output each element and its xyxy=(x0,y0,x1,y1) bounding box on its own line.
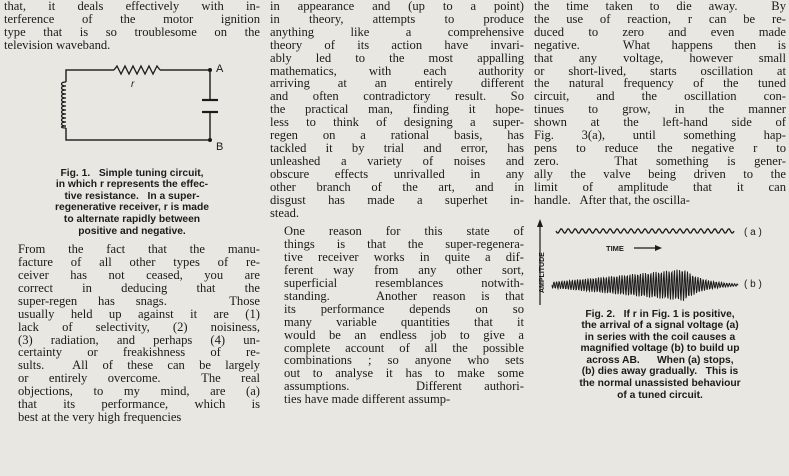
text-line: pens to reduce the negative r to xyxy=(534,140,786,155)
text-line: tackled it by trial and error, has xyxy=(270,140,524,155)
text-line: limit of amplitude that it can xyxy=(534,179,786,194)
text-line: ally the valve being driven to the xyxy=(534,166,786,181)
text-line: negative. What happens then is xyxy=(534,37,786,52)
text-line: in appearance and (up to a point) xyxy=(270,0,524,13)
label-b: B xyxy=(216,140,224,153)
text-line: (3) radiation, and perhaps (4) un- xyxy=(18,332,260,347)
text-line: magnified voltage (b) to build up xyxy=(580,343,740,355)
terminal-b xyxy=(208,138,212,142)
body-paragraph xyxy=(270,225,524,406)
text-line: that its performance, which is xyxy=(18,397,260,412)
column-left xyxy=(4,0,260,424)
text-line: positive and negative. xyxy=(78,225,186,237)
time-label: TIME xyxy=(606,243,624,253)
text-line: to alternate rapidly between xyxy=(63,214,201,225)
tuning-circuit-diagram xyxy=(4,58,260,162)
text-line: television waveband. xyxy=(4,37,111,52)
wave-b-label: ( b ) xyxy=(744,278,762,290)
text-line: regenerative receiver, r is made xyxy=(55,202,209,214)
text-line: stead. xyxy=(270,205,300,220)
text-line: assumptions. Different authori- xyxy=(284,379,524,394)
body-paragraph xyxy=(534,0,786,207)
text-line: certainty or freakishness of re- xyxy=(18,345,260,360)
text-line: anything like a comprehensive xyxy=(270,24,524,39)
text-line: unleashed a variety of noises and xyxy=(270,153,524,168)
figure-1-caption xyxy=(4,168,260,238)
text-line: sults. All of these can be largely xyxy=(18,358,260,373)
text-line: many variable quantities that it xyxy=(284,314,524,329)
text-line: obscure effects unrivalled in any xyxy=(270,166,524,181)
text-line: the time taken to die away. By xyxy=(534,0,786,13)
wave-a-label: ( a ) xyxy=(744,226,762,238)
text-line: usually held up against it are (1) xyxy=(18,306,260,321)
text-line: and often contradictory result. So xyxy=(270,89,524,104)
text-line: mathematics, with each authority xyxy=(270,63,524,78)
body-paragraph xyxy=(4,243,260,424)
text-line: superficial resemblances notwith- xyxy=(284,276,524,291)
text-line: tinues to grow, in the manner xyxy=(534,102,786,117)
text-line: out to analyse it has to make some xyxy=(284,366,524,381)
text-line: theory of its action have invari- xyxy=(270,37,524,52)
text-line: circuit, and the oscillation con- xyxy=(534,89,786,104)
text-line: terference of the motor ignition xyxy=(4,11,260,26)
text-line: From the fact that the manu- xyxy=(18,242,260,257)
waveform-diagram xyxy=(534,211,786,307)
text-line: in theory, attempts to produce xyxy=(270,11,524,26)
text-line: less to think of designing a super- xyxy=(270,115,524,130)
text-line: regen on a rational basis, has xyxy=(270,128,524,143)
text-line: standing. Another reason is that xyxy=(284,288,524,303)
text-line: arriving at an entirely different xyxy=(270,76,524,91)
body-paragraph xyxy=(270,0,524,219)
text-line: objections, to my mind, are (a) xyxy=(18,384,260,399)
text-line: ferent way from any other sort, xyxy=(284,263,524,278)
text-line: facture of all other types of re- xyxy=(18,255,260,270)
text-line: (b) dies away gradually. This is xyxy=(581,366,739,378)
text-line: the arrival of a signal voltage (a) xyxy=(581,320,739,332)
text-line: complete account of all the possible xyxy=(284,340,524,355)
column-right xyxy=(534,0,786,401)
text-line: things is that the super-regenera- xyxy=(284,237,524,252)
text-line: disgust has made a superhet in- xyxy=(270,192,524,207)
figure-2-waveforms xyxy=(534,211,786,307)
text-line: the use of reaction, r can be re- xyxy=(534,11,786,26)
text-line: lack of selectivity, (2) noisiness, xyxy=(18,319,260,334)
text-line: other branch of the art, and in xyxy=(270,179,524,194)
column-middle xyxy=(270,0,524,406)
text-line: the natural frequency of the tuned xyxy=(534,76,786,91)
intro-text xyxy=(4,0,260,52)
text-line: shown at the left-hand side of xyxy=(534,115,786,130)
text-line: combinations ; so anyone who sets xyxy=(284,353,524,368)
text-line: zero. That something is gener- xyxy=(534,153,786,168)
signal-wave-a xyxy=(556,228,734,232)
text-line: ably led to the most appalling xyxy=(270,50,524,65)
text-line: the normal unassisted behaviour xyxy=(579,378,741,390)
text-line: of a tuned circuit. xyxy=(617,389,703,401)
text-line: correct in deducing that the xyxy=(18,280,260,295)
label-a: A xyxy=(216,62,224,75)
text-line: in series with the coil causes a xyxy=(584,331,736,343)
figure-2-caption xyxy=(534,309,786,402)
text-line: across AB. When (a) stops, xyxy=(586,354,734,366)
text-line: tive resistance. In a super- xyxy=(64,190,200,202)
amplitude-label: AMPLITUDE xyxy=(539,251,546,293)
text-line: its performance depends on so xyxy=(284,301,524,316)
text-line: would be an endless job to give a xyxy=(284,327,524,342)
text-line: type that is so troublesome on the xyxy=(4,24,260,39)
text-line: ties have made different assump- xyxy=(284,392,451,407)
text-line: duced to zero and even made xyxy=(534,24,786,39)
text-line: super-regen has snags. Those xyxy=(18,293,260,308)
text-line: or short-lived, starts oscillation at xyxy=(534,63,786,78)
text-line: that, it deals effectively with in- xyxy=(4,0,260,13)
text-line: ceiver has not ceased, you are xyxy=(18,268,260,282)
text-line: best at the very high frequencies xyxy=(18,409,182,424)
text-line: that any voltage, however small xyxy=(534,50,786,65)
text-line: One reason for this state of xyxy=(284,224,524,239)
text-line: handle. After that, the oscilla- xyxy=(534,192,690,207)
figure-1-circuit xyxy=(4,58,260,162)
resistor-label: r xyxy=(131,78,135,90)
text-line: Fig. 1. Simple tuning circuit, xyxy=(60,167,204,179)
magnified-wave-b xyxy=(552,269,738,300)
text-line: Fig. 3(a), until something hap- xyxy=(534,128,786,143)
text-line: Fig. 2. If r in Fig. 1 is positive, xyxy=(585,308,735,320)
text-line: the practical man, finding it hope- xyxy=(270,102,524,117)
text-line: or entirely overcome. The real xyxy=(18,371,260,386)
text-line: tive receiver works in quite a dif- xyxy=(284,250,524,265)
terminal-a xyxy=(208,68,212,72)
text-line: in which r represents the effec- xyxy=(55,179,209,191)
